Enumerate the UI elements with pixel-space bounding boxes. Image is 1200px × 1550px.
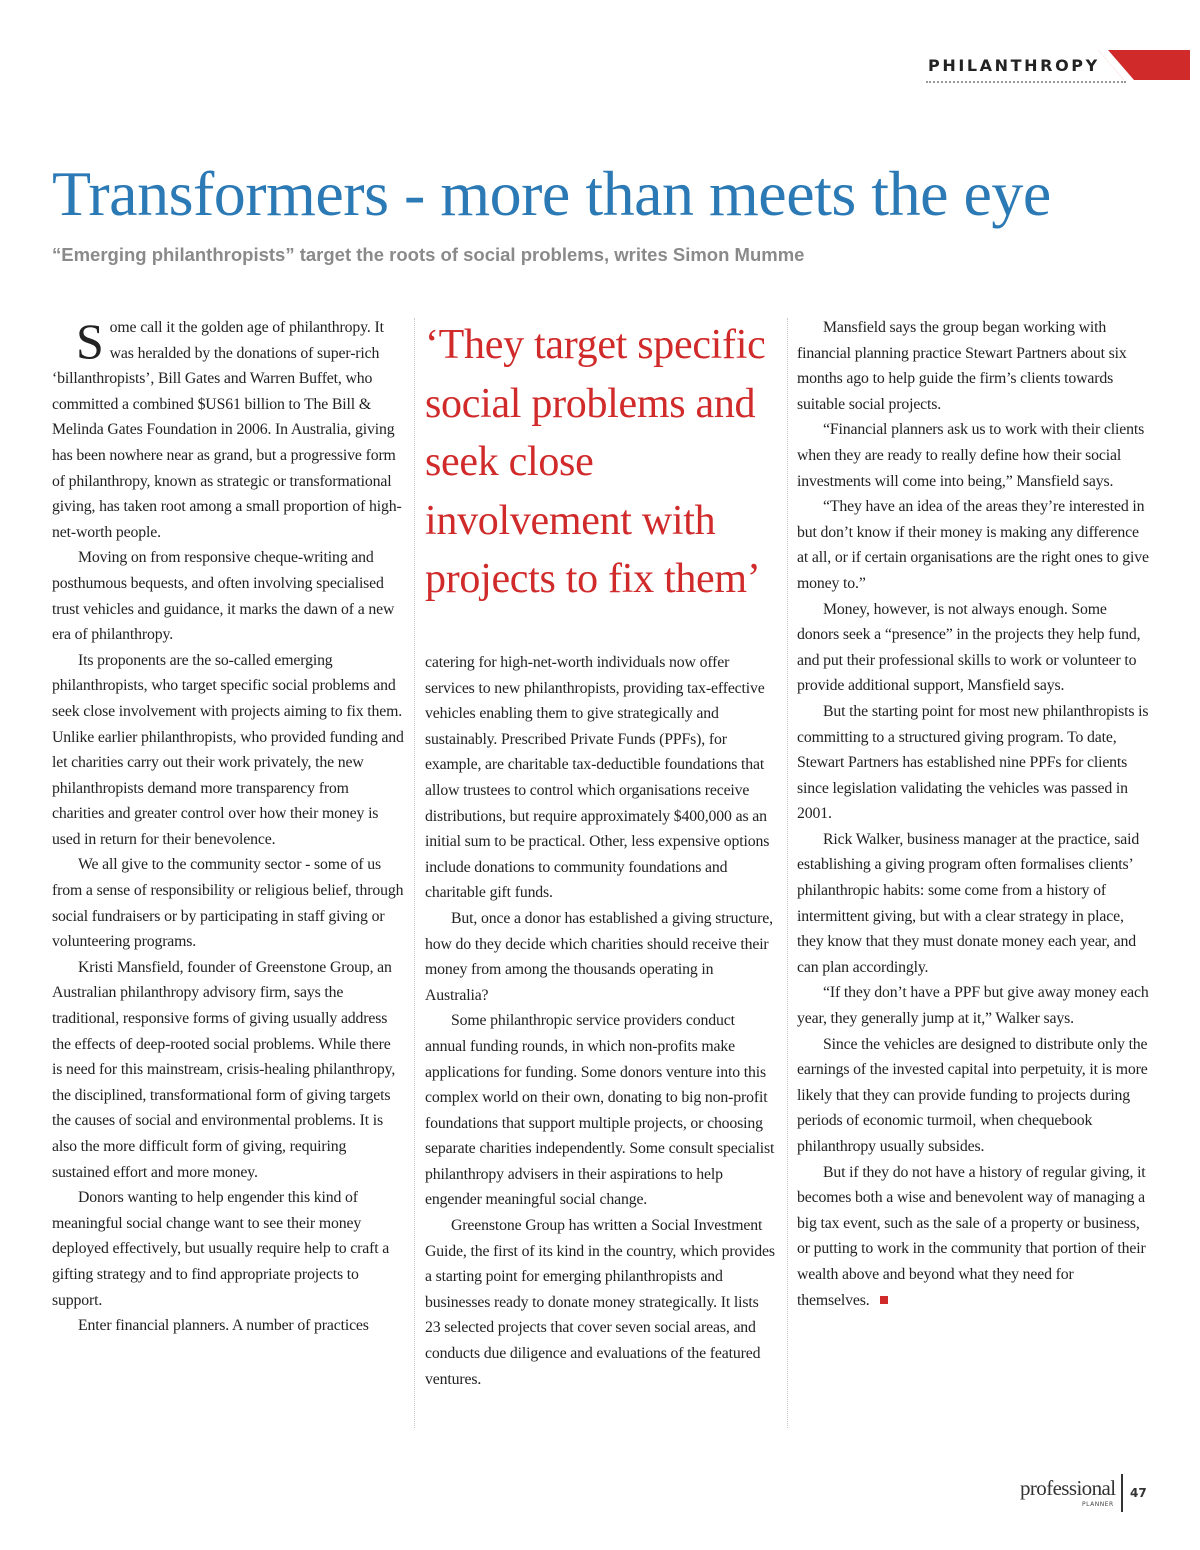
section-divider — [926, 81, 1126, 83]
pull-quote: ‘They target specific social problems and seek close involvement with projects to fix them’ — [425, 322, 766, 602]
body-paragraph: But, once a donor has established a giving structure, how do they decide which charities should receive their money from among the thousands operating in Australia? — [425, 909, 773, 1004]
body-paragraph: But if they do not have a history of regular giving, it becomes both a wise and benevolent way of managing a big tax event, such as the sale of a property or business, or putting to work in the community that portion of their wealth above and beyond what they need for themselves. — [797, 1163, 1146, 1309]
page-number: 47 — [1130, 1486, 1147, 1500]
body-paragraph: Donors wanting to help engender this kind of meaningful social change want to see their money deployed effectively, but usually require help to craft a gifting strategy and to find appropriate projects to support. — [52, 1189, 390, 1309]
body-paragraph: Money, however, is not always enough. Some donors seek a “presence” in the projects they help fund, and put their professional skills to work or volunteer to provide additional support, Mansfield says. — [797, 600, 1141, 695]
body-paragraph: catering for high-net-worth individuals now offer services to new philanthropists, providing tax-effective vehicles enabling them to give strategically and sustainably. Prescribed Private Funds (PPFs), for example, are charitable tax-deductible foundations that allow trustees to control which organisations receive distributions, but require approximately $400,000 as an initial sum to be practical. Other, less expensive options include donations to community foundations and charitable gift funds. — [425, 654, 770, 902]
body-paragraph: Some philanthropic service providers conduct annual funding rounds, in which non-profits make applications for funding. Some donors venture into this complex world on their own, donating to big non-profit foundations that support multiple projects, or choosing separate charities independently. Some consult specialist philanthropy advisers in their aspirations to help engender meaningful social change. — [425, 1012, 775, 1209]
section-label: PHILANTHROPY — [928, 56, 1100, 75]
column-divider — [787, 318, 788, 1428]
publication-logo: professional — [1020, 1476, 1116, 1500]
section-tag — [926, 56, 1188, 86]
body-paragraph: But the starting point for most new philanthropists is committing to a structured giving program. To date, Stewart Partners has established nine PPFs for clients since legislation validating the vehicles was passed in 2001. — [797, 702, 1149, 823]
article-headline: Transformers - more than meets the eye — [52, 158, 1051, 229]
body-paragraph: Its proponents are the so-called emerging philanthropists, who target specific social problems and seek close involvement with projects aiming to fix them. Unlike earlier philanthropists, who provided funding and let charities carry out their work privately, the new philanthropists demand more transparency from charities and greater control over how their money is used in return for their benevolence. — [52, 651, 404, 848]
body-paragraph: Kristi Mansfield, founder of Greenstone Group, an Australian philanthropy advisory firm, says the traditional, responsive forms of giving usually address the effects of deep-rooted social problems. While there is need for this mainstream, crisis-healing philanthropy, the disciplined, transformational form of giving targets the causes of social and environmental problems. It is also the more difficult form of giving, requiring sustained effort and more money. — [52, 958, 396, 1181]
article-column-2 — [425, 650, 777, 1392]
article-column-1 — [52, 315, 404, 1339]
body-paragraph: Since the vehicles are designed to distribute only the earnings of the invested capital into perpetuity, it is more likely that they can provide funding to projects during periods of economic turmoil, when chequebook philanthropy usually subsides. — [797, 1035, 1148, 1155]
body-paragraph: Enter financial planners. A number of practices — [78, 1317, 369, 1335]
body-paragraph: Rick Walker, business manager at the practice, said establishing a giving program often formalises clients’ philanthropic habits: some come from a history of intermittent giving, but with a clear strategy in place, they know that they must donate money each year, and can plan accordingly. — [797, 830, 1140, 976]
body-paragraph: “If they don’t have a PPF but give away money each year, they generally jump at it,” Walker says. — [797, 984, 1149, 1028]
body-paragraph: Moving on from responsive cheque-writing and posthumous bequests, and often involving specialised trust vehicles and guidance, it marks the dawn of a new era of philanthropy. — [52, 549, 395, 644]
publication-logo-sub: PLANNER — [1082, 1501, 1114, 1508]
footer-divider — [1121, 1474, 1123, 1512]
body-paragraph: Mansfield says the group began working with financial planning practice Stewart Partners about six months ago to help guide the firm’s clients towards suitable social projects. — [797, 319, 1127, 413]
body-paragraph: “They have an idea of the areas they’re interested in but don’t know if their money is making any difference at all, or if certain organisations are the right ones to give money to.” — [797, 498, 1149, 592]
end-of-article-mark — [880, 1296, 888, 1304]
page-footer — [1020, 1474, 1180, 1514]
section-accent-wedge — [1098, 50, 1190, 80]
column-divider — [414, 318, 415, 1428]
body-paragraph: Some call it the golden age of philanthropy. It was heralded by the donations of super-rich ‘billanthropists’, Bill Gates and Warren Buffet, who committed a combined $US61 billion to The Bill & Melinda Gates Foundation in 2006. In Australia, giving has been nowhere near as grand, but a progressive form of philanthropy, known as strategic or transformational giving, has taken root among a small proportion of high-net-worth people. — [52, 313, 402, 541]
body-paragraph: “Financial planners ask us to work with their clients when they are ready to really define how their social investments will come into being,” Mansfield says. — [797, 421, 1145, 490]
article-standfirst: “Emerging philanthropists” target the roots of social problems, writes Simon Mumme — [52, 244, 805, 265]
body-paragraph: We all give to the community sector - some of us from a sense of responsibility or religious belief, through social fundraisers or by participating in staff giving or volunteering programs. — [52, 856, 404, 951]
body-paragraph: Greenstone Group has written a Social Investment Guide, the first of its kind in the country, which provides a starting point for emerging philanthropists and businesses ready to donate money strategically. It lists 23 selected projects that cover seven social areas, and conducts due diligence and evaluations of the featured ventures. — [425, 1217, 775, 1388]
article-column-3 — [797, 315, 1149, 1313]
drop-cap: S — [76, 313, 104, 369]
